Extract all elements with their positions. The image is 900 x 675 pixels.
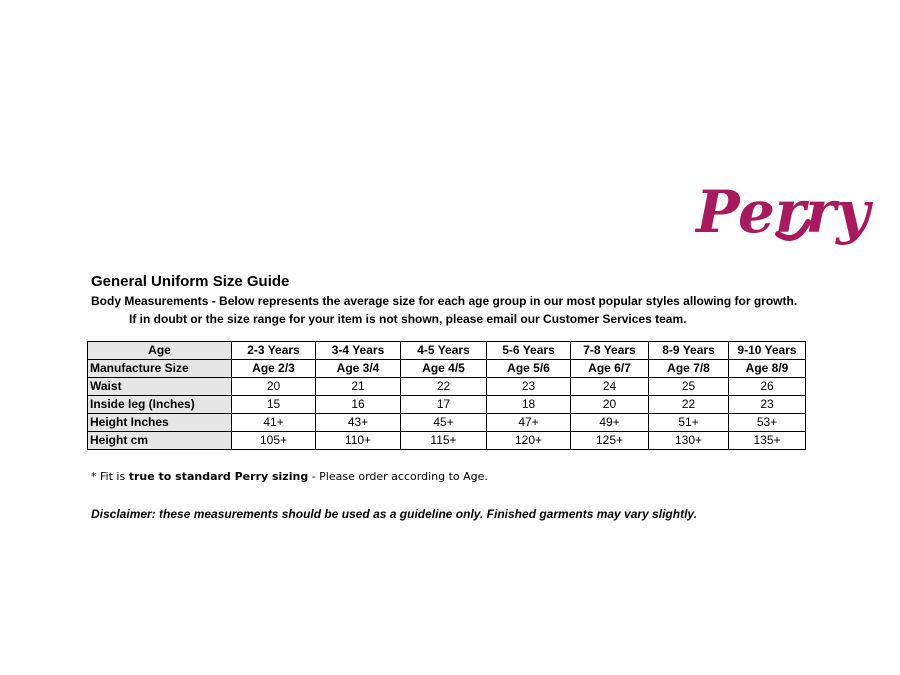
table-cell: Age 6/7 [571, 360, 649, 378]
table-row [88, 396, 806, 414]
fit-note [91, 470, 488, 483]
table-cell: Age 3/4 [316, 360, 401, 378]
row-label: Inside leg (Inches) [88, 396, 232, 414]
row-label: Manufacture Size [88, 360, 232, 378]
subtitle: Body Measurements - Below represents the average size for each age group in our most popular styles allowing for growth. [91, 294, 798, 308]
table-header-row [88, 342, 806, 360]
perry-logo [692, 172, 870, 260]
table-cell: 20 [232, 378, 316, 396]
table-cell: 22 [649, 396, 729, 414]
table-cell: 23 [729, 396, 806, 414]
table-cell: 18 [487, 396, 571, 414]
size-guide-table [87, 341, 806, 450]
table-cell: 51+ [649, 414, 729, 432]
header-cell: 7-8 Years [571, 342, 649, 360]
table-cell: 23 [487, 378, 571, 396]
row-label: Height cm [88, 432, 232, 450]
page-title: General Uniform Size Guide [91, 273, 290, 290]
table-cell: 115+ [401, 432, 487, 450]
table-cell: 125+ [571, 432, 649, 450]
fit-note-bold: true to standard Perry sizing [128, 470, 309, 483]
table-cell: 24 [571, 378, 649, 396]
table-row [88, 378, 806, 396]
table-row [88, 360, 806, 378]
header-cell-age: Age [88, 342, 232, 360]
table-cell: 26 [729, 378, 806, 396]
table-cell: 120+ [487, 432, 571, 450]
perry-logo-graphic [692, 172, 870, 260]
header-cell: 5-6 Years [487, 342, 571, 360]
table-cell: 41+ [232, 414, 316, 432]
table-cell: 49+ [571, 414, 649, 432]
header-cell: 4-5 Years [401, 342, 487, 360]
header-cell: 8-9 Years [649, 342, 729, 360]
header-cell: 2-3 Years [232, 342, 316, 360]
row-label: Waist [88, 378, 232, 396]
disclaimer: Disclaimer: these measurements should be used as a guideline only. Finished garments may vary slightly. [91, 507, 697, 521]
table-cell: Age 2/3 [232, 360, 316, 378]
row-label: Height Inches [88, 414, 232, 432]
header-cell: 9-10 Years [729, 342, 806, 360]
table-cell: 15 [232, 396, 316, 414]
logo-text: Perry [696, 178, 870, 246]
table-cell: 105+ [232, 432, 316, 450]
table-cell: 130+ [649, 432, 729, 450]
header-cell: 3-4 Years [316, 342, 401, 360]
table-cell: 135+ [729, 432, 806, 450]
table-cell: Age 8/9 [729, 360, 806, 378]
table-cell: Age 4/5 [401, 360, 487, 378]
table-cell: 25 [649, 378, 729, 396]
table-cell: 110+ [316, 432, 401, 450]
table-cell: 43+ [316, 414, 401, 432]
table-cell: 20 [571, 396, 649, 414]
table-cell: 16 [316, 396, 401, 414]
table-cell: 17 [401, 396, 487, 414]
table-cell: 21 [316, 378, 401, 396]
table-row [88, 432, 806, 450]
table-row [88, 414, 806, 432]
table-cell: Age 5/6 [487, 360, 571, 378]
table-cell: Age 7/8 [649, 360, 729, 378]
subtitle-contact: If in doubt or the size range for your item is not shown, please email our Customer Services team. [129, 312, 687, 326]
fit-note-prefix: * Fit is [91, 470, 129, 483]
table-cell: 53+ [729, 414, 806, 432]
table-cell: 45+ [401, 414, 487, 432]
table-cell: 22 [401, 378, 487, 396]
fit-note-suffix: - Please order according to Age. [308, 470, 488, 483]
table-cell: 47+ [487, 414, 571, 432]
